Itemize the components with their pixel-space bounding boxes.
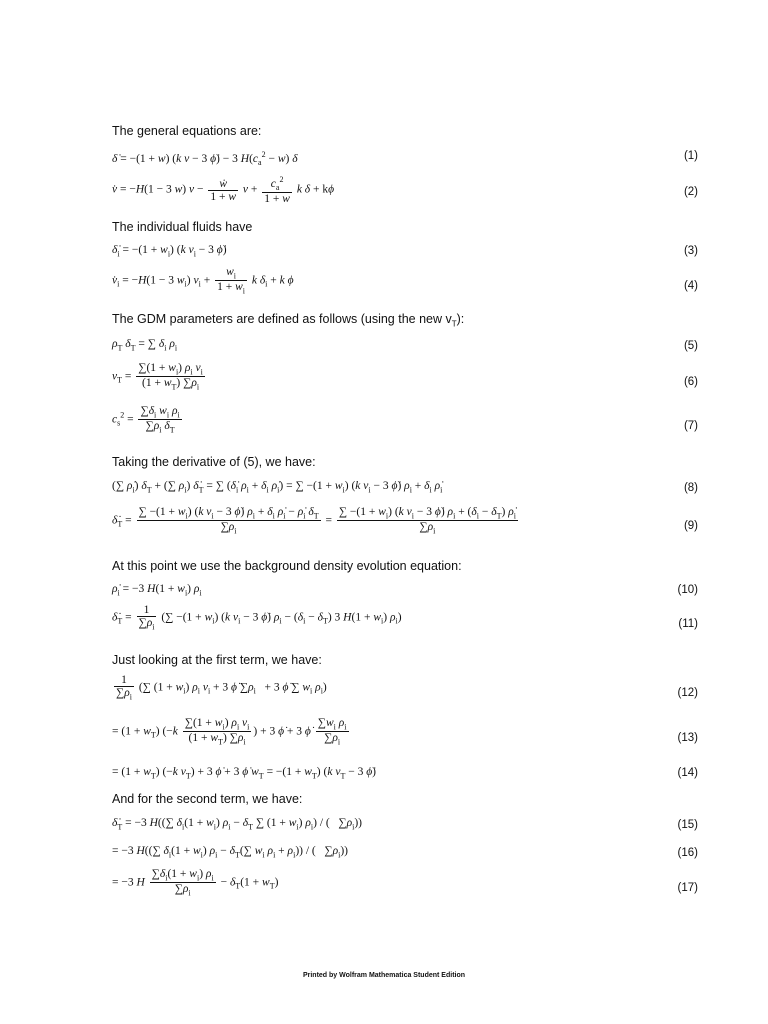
equation-number-12: (12) — [677, 687, 698, 699]
equation-number-3: (3) — [683, 245, 698, 257]
equation-13: = $(1 + w_T)$ (−k $\frac{\sum(1 + w_i) \rho_i v_i}{(1 + w_T) \sum\rho_i}$ ) + 3 ϕ̇ + 3 ϕ̇ $\frac{\sum w_i \rho_i}{\sum\rho_i}$ — [112, 717, 347, 747]
equation-number-4: (4) — [683, 280, 698, 292]
text-individual-fluids: The individual fluids have — [112, 220, 253, 234]
equation-number-17: (17) — [677, 882, 698, 894]
equation-number-2: (2) — [683, 186, 698, 198]
equation-8: (∑ $\rhȯ_i$) $\delta_T$ + (∑ $\rho_i$) $\deltȧ_T$ = ∑ ($\deltȧ_i$ $\rho_i + \delta_i$ $\rhȯ_i$) = ∑ $-(1 + w_i)$ (k $v_i - 3$ ϕ̇) $\rho_i + \delta_i$ $\rhȯ_i$ — [112, 480, 443, 495]
equation-number-13: (13) — [677, 732, 698, 744]
equation-7: $c_s^2$ = $\frac{\sum\delta_i w_i \rho_i}{\sum\rho_i \delta_T}$ — [112, 405, 180, 435]
equation-number-8: (8) — [683, 482, 698, 494]
equation-2: v̇ = −H(1 − 3 w) v − $\frac{\text{ẇ}}{1 + w}$ v + $\frac{c_a^2}{1 + w}$ k δ + kϕ — [112, 175, 335, 206]
text-general-equations: The general equations are: — [112, 124, 262, 138]
equation-15: $\deltȧ_T = -3$ H((∑ $\delta_i(1 + w_i) \rho_i - \delta_T$ ∑ $(1 + w_i)$ $\rho_i$) / ( $\sum\rho_i$)) — [112, 817, 362, 832]
equation-number-9: (9) — [683, 520, 698, 532]
equation-5: $\rho_T$ $\delta_T$ = ∑ $\delta_i$ $\rho_i$ — [112, 338, 178, 353]
equation-number-5: (5) — [683, 340, 698, 352]
text-first-term: Just looking at the first term, we have: — [112, 653, 322, 667]
equation-number-10: (10) — [677, 584, 698, 596]
equation-10: $\rhȯ_i = -3$ $H(1 + w_i)$ $\rho_i$ — [112, 583, 202, 598]
equation-14: = $(1 + w_T)$ (−k $v_T) + 3$ ϕ̇ + 3 ϕ̇ $w_T = -(1 + w_T)$ (k $v_T - 3$ ϕ̇) — [112, 766, 376, 781]
equation-12: $\frac{1}{\sum\rho_i}$ (∑ $(1 + w_i)$ $\rho_i$ $v_i + 3$ ϕ̇ $\sum\rho_i + 3$ ϕ̇ ∑ $w_i$ $\rho_i$) — [116, 674, 327, 702]
footer-printed-by: Printed by Wolfram Mathematica Student Edition — [302, 972, 466, 979]
text-second-term: And for the second term, we have: — [112, 792, 303, 806]
equation-11: $\deltȧ_T$ = $\frac{1}{\sum\rho_i}$ (∑ $-(1 + w_i)$ (k $v_i - 3$ ϕ̇) $\rho_i - (\delta_i - \delta_T)$ 3 $H(1 + w_i)$ $\rho_i$) — [112, 604, 402, 632]
equation-number-11: (11) — [678, 618, 698, 630]
equation-6: $v_T$ = $\frac{\sum(1 + w_i) \rho_i v_i}{(1 + w_T) \sum\rho_i}$ — [112, 362, 203, 392]
equation-number-16: (16) — [677, 847, 698, 859]
text-taking-derivative: Taking the derivative of (5), we have: — [112, 455, 316, 469]
text-gdm-parameters: The GDM parameters are defined as follows (using the new $v_T$): — [112, 312, 465, 329]
equation-3: $\deltȧ_i = -(1 + w_i)$ (k $v_i - 3$ ϕ̇) — [112, 244, 227, 259]
equation-9: $\deltȧ_T$ = $\frac{\sum -(1 + w_i) (k v_i - 3 \phi̇) \rho_i + \delta_i \rhȯ_i - \rhȯ_i \delta_T}{\sum\rho_i}$ = $\frac{\sum -(1 + w_i) (k v_i - 3 \phi̇) \rho_i + (\delta_i - \delta_T) \rhȯ_i}{\sum\rho_i}$ — [112, 506, 516, 536]
equation-number-14: (14) — [677, 767, 698, 779]
equation-number-7: (7) — [683, 420, 698, 432]
equation-1: δ̇ = −(1 + w) (k v − 3 ϕ̇) − 3 $H(c_a^2 - w)$ δ — [112, 150, 298, 168]
equation-17: = −3 H $\frac{\sum\delta_i(1 + w_i) \rho_i}{\sum\rho_i}$ − $\delta_T(1 + w_T)$ — [112, 868, 279, 898]
equation-number-1: (1) — [683, 150, 698, 162]
text-background-density: At this point we use the background density evolution equation: — [112, 559, 462, 573]
equation-number-15: (15) — [677, 819, 698, 831]
equation-16: = −3 H((∑ $\delta_i(1 + w_i) \rho_i - \delta_T(\sum$ $w_i$ $\rho_i + \rho_i$)) / ( $\sum\rho_i$)) — [112, 845, 349, 860]
equation-4: $v̇_i = -H(1 - 3$ $w_i$) $v_i$ + $\frac{w_i}{1 + w_i}$ k $\delta_i + k$ ϕ — [112, 266, 294, 296]
equation-number-6: (6) — [683, 376, 698, 388]
